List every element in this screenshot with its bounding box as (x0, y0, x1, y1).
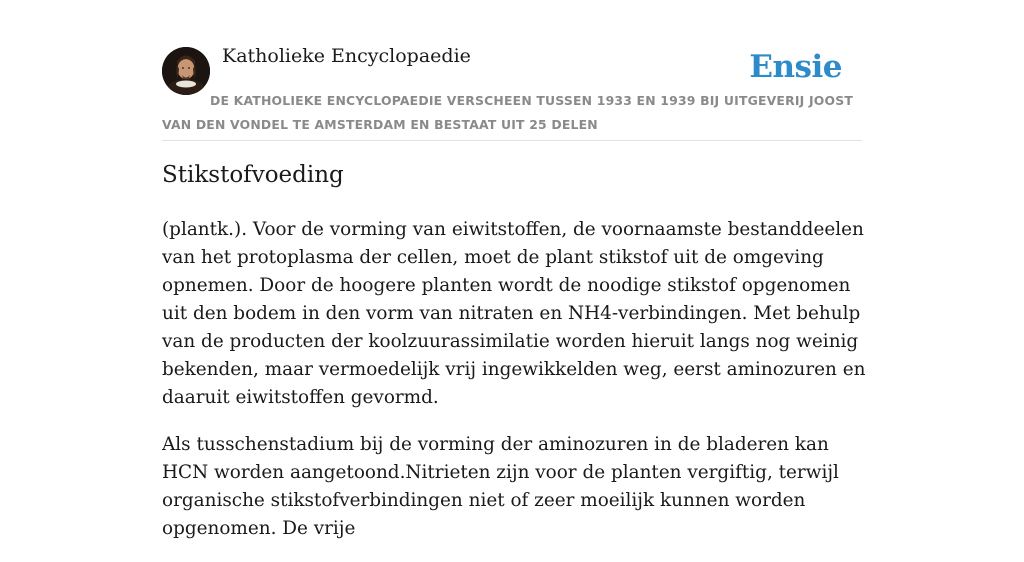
avatar[interactable] (162, 47, 210, 95)
article-paragraph: Als tusschenstadium bij de vorming der aminozuren in de bladeren kan HCN worden aangetoond.Nitrieten zijn voor de planten vergiftig, terwijl organische stikstofverbindingen niet of zeer moeilijk kunnen worden opgenomen. De vrije (162, 434, 839, 539)
site-header (162, 0, 862, 141)
article-paragraph: (plantk.). Voor de vorming van eiwitstoffen, de voornaamste bestanddeelen van het protoplasma der cellen, moet de plant stikstof uit de omgeving opnemen. Door de hoogere planten wordt de noodige stikstof opgenomen uit den bodem in den vorm van nitraten en NH4-verbindingen. Met behulp van de producten der koolzuurassimilatie worden hieruit langs nog weinig bekenden, maar vermoedelijk vrij ingewikkelden weg, eerst aminozuren en daaruit eiwitstoffen gevormd. (162, 219, 866, 408)
brand-logo[interactable]: Ensie (749, 49, 842, 85)
page (162, 0, 866, 539)
article-title: Stikstofvoeding (162, 162, 344, 188)
site-tagline: DE KATHOLIEKE ENCYCLOPAEDIE VERSCHEEN TUSSEN 1933 EN 1939 BIJ UITGEVERIJ JOOST VAN DEN VONDEL TE AMSTERDAM EN BESTAAT UIT 25 DELEN (162, 93, 854, 132)
site-title[interactable]: Katholieke Encyclopaedie (222, 45, 471, 67)
portrait-icon (162, 47, 210, 95)
article-body (162, 216, 867, 562)
